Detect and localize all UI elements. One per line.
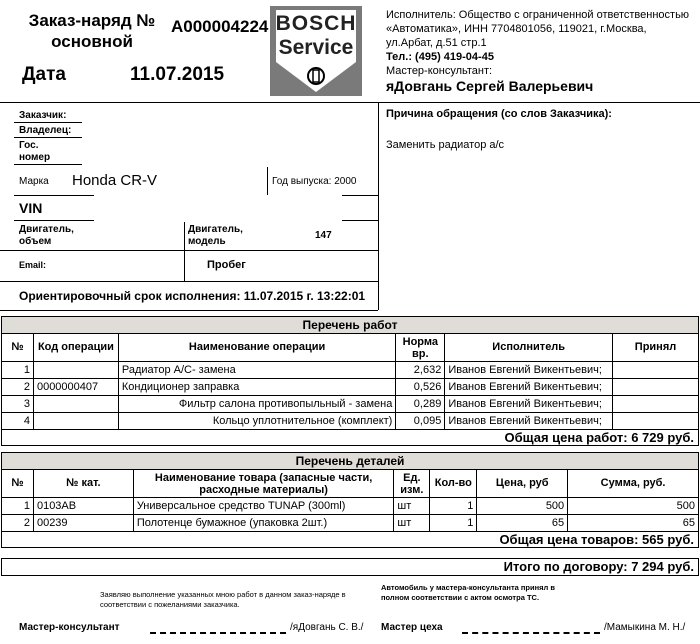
works-col-name: Наименование операции — [118, 334, 395, 362]
parts-cell-cat: 00239 — [33, 515, 133, 532]
works-cell-executor: Иванов Евгений Викентьевич; — [445, 413, 613, 430]
brand-value: Honda CR-V — [72, 172, 158, 189]
parts-total: Общая цена товаров: 565 руб. — [2, 532, 699, 548]
engine-model-value: 147 — [315, 230, 332, 241]
works-cell-executor: Иванов Евгений Викентьевич; — [445, 379, 613, 396]
parts-cell-name: Полотенце бумажное (упаковка 2шт.) — [133, 515, 394, 532]
parts-cell-name: Универсальное средство TUNAP (300ml) — [133, 498, 394, 515]
works-cell-accepted — [613, 396, 699, 413]
parts-col-name: Наименование товара (запасные части, расходные материалы) — [133, 470, 394, 498]
works-cell-accepted — [613, 379, 699, 396]
works-cell-n: 2 — [2, 379, 34, 396]
date-label: Дата — [22, 64, 66, 85]
works-cell-name: Кондиционер заправка — [118, 379, 395, 396]
works-cell-code — [33, 396, 118, 413]
works-cell-name: Фильтр салона противопыльный - замена — [118, 396, 395, 413]
parts-table — [1, 452, 699, 548]
customer-label: Заказчик: — [19, 110, 67, 121]
works-col-executor: Исполнитель — [445, 334, 613, 362]
works-cell-accepted — [613, 413, 699, 430]
master-consultant-label: Мастер-консультант: — [386, 65, 493, 77]
deadline: Ориентировочный срок исполнения: 11.07.2015 г. 13:22:01 — [19, 289, 366, 303]
executor-info: Исполнитель: Общество с ограниченной ответственностью «Автоматика», ИНН 7704801056, 119021, г.Москва, ул.Арбат, д.51 стр.1 — [386, 9, 690, 49]
statement-right: Автомобиль у мастера-консультанта принял в полном соответствии с актом осмотра ТС. — [381, 583, 555, 602]
order-title-line2: основной — [51, 32, 133, 51]
parts-section-title: Перечень деталей — [2, 453, 699, 470]
order-number: A000004224 — [171, 17, 269, 36]
plate-label: Гос. номер — [19, 140, 51, 163]
works-col-n: № — [2, 334, 34, 362]
works-cell-norm: 2,632 — [396, 362, 445, 379]
works-cell-code: 0000000407 — [33, 379, 118, 396]
parts-cell-price: 65 — [477, 515, 568, 532]
brand-label: Марка — [19, 176, 49, 187]
works-cell-n: 4 — [2, 413, 34, 430]
table-row — [2, 379, 699, 396]
order-title — [22, 10, 162, 52]
parts-col-price: Цена, руб — [477, 470, 568, 498]
footer-master-label: Мастер-консультант — [19, 622, 120, 633]
footer-shop-sign: /Мамыкина М. Н./ — [604, 622, 686, 633]
works-cell-norm: 0,095 — [396, 413, 445, 430]
parts-col-n: № — [2, 470, 34, 498]
parts-cell-price: 500 — [477, 498, 568, 515]
email-label: Email: — [19, 260, 47, 270]
works-col-code: Код операции — [33, 334, 118, 362]
footer-master-sign: /яДовгань С. В./ — [290, 622, 364, 633]
parts-cell-qty: 1 — [430, 515, 477, 532]
master-consultant-name: яДовгань Сергей Валерьевич — [386, 78, 594, 94]
parts-cell-cat: 0103AB — [33, 498, 133, 515]
works-cell-name: Радиатор А/С- замена — [118, 362, 395, 379]
table-row — [2, 362, 699, 379]
order-title-line1: Заказ-наряд № — [28, 11, 156, 30]
works-cell-code — [33, 413, 118, 430]
date-value: 11.07.2015 — [130, 64, 225, 85]
parts-col-unit: Ед. изм. — [394, 470, 430, 498]
parts-cell-unit: шт — [394, 498, 430, 515]
works-cell-code — [33, 362, 118, 379]
logo-text-service: Service — [278, 36, 354, 59]
owner-label: Владелец: — [19, 125, 72, 136]
reason-text: Заменить радиатор а/с — [386, 139, 505, 151]
parts-cell-unit: шт — [394, 515, 430, 532]
table-row — [2, 515, 699, 532]
footer-master-signature-line — [150, 632, 286, 634]
parts-col-qty: Кол-во — [430, 470, 477, 498]
reason-label: Причина обращения (со слов Заказчика): — [386, 108, 612, 120]
works-cell-name: Кольцо уплотнительное (комплект) — [118, 413, 395, 430]
works-section-title: Перечень работ — [2, 317, 699, 334]
works-cell-executor: Иванов Евгений Викентьевич; — [445, 396, 613, 413]
engine-model-label: Двигатель, модель — [188, 224, 243, 247]
table-row — [2, 498, 699, 515]
table-row — [2, 413, 699, 430]
works-cell-norm: 0,289 — [396, 396, 445, 413]
grand-total: Итого по договору: 7 294 руб. — [1, 558, 699, 576]
logo-text-bosch: BOSCH — [275, 12, 357, 35]
works-cell-n: 1 — [2, 362, 34, 379]
table-row — [2, 396, 699, 413]
works-cell-norm: 0,526 — [396, 379, 445, 396]
bosch-service-logo — [270, 6, 362, 96]
vin-label: VIN — [19, 200, 43, 216]
parts-cell-n: 1 — [2, 498, 34, 515]
executor-phone: Тел.: (495) 419-04-45 — [386, 51, 494, 63]
statement-left: Заявляю выполнение указанных мною работ в данном заказ-наряде в соответствии с пожеланиями заказчика. — [100, 590, 346, 609]
footer-shop-label: Мастер цеха — [381, 622, 443, 633]
mileage-label: Пробег — [207, 259, 246, 271]
year-label: Год выпуска: 2000 — [272, 176, 357, 187]
parts-col-cat: № кат. — [33, 470, 133, 498]
works-cell-executor: Иванов Евгений Викентьевич; — [445, 362, 613, 379]
works-cell-accepted — [613, 362, 699, 379]
footer-shop-signature-line — [462, 632, 600, 634]
works-col-norm: Норма вр. — [396, 334, 445, 362]
engine-volume-label: Двигатель, объем — [19, 224, 74, 247]
parts-cell-n: 2 — [2, 515, 34, 532]
works-col-accepted: Принял — [613, 334, 699, 362]
works-total: Общая цена работ: 6 729 руб. — [2, 430, 699, 446]
parts-col-sum: Сумма, руб. — [568, 470, 699, 498]
parts-cell-sum: 500 — [568, 498, 699, 515]
works-cell-n: 3 — [2, 396, 34, 413]
parts-cell-qty: 1 — [430, 498, 477, 515]
parts-cell-sum: 65 — [568, 515, 699, 532]
works-table — [1, 316, 699, 446]
